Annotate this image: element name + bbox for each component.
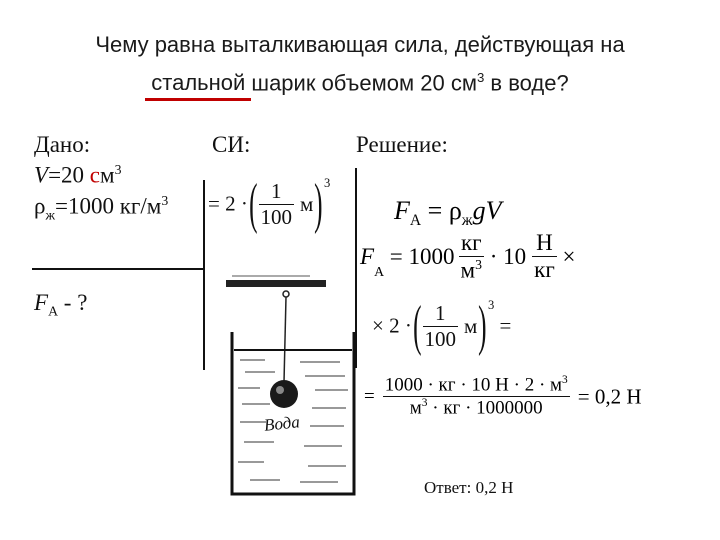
f4-num-sup: 3 — [562, 374, 568, 386]
title-underlined-word — [151, 70, 245, 96]
steel-ball — [270, 380, 298, 408]
volume-unit-red: с — [89, 162, 101, 188]
f2-frac-N-kg — [532, 230, 557, 283]
si-den: 100 — [260, 204, 292, 229]
si-paren-close: ) — [314, 173, 323, 235]
hanging-thread — [284, 297, 286, 382]
title-sup: 3 — [476, 70, 485, 85]
find-rest: - ? — [58, 290, 88, 315]
f3-paren: ( — [412, 295, 422, 357]
si-paren: ( — [248, 173, 258, 235]
given-divider-vertical — [203, 180, 205, 370]
f4-den-sup: 3 — [421, 397, 428, 410]
formula-volume-factor — [372, 295, 512, 357]
f3-den: 100 — [424, 326, 456, 351]
f2-kg2: кг — [534, 257, 555, 283]
f2-frac-kg-m3 — [459, 230, 484, 284]
f3-fraction — [423, 301, 459, 352]
given-volume — [34, 162, 121, 189]
f2-N: Н — [536, 230, 553, 256]
f1-rho-sub: ж — [461, 212, 473, 230]
formula-substitution — [360, 230, 576, 284]
f2-sub: А — [374, 264, 385, 280]
volume-sup: 3 — [114, 162, 122, 177]
f3-eq: = — [494, 313, 512, 338]
volume-unit: м — [100, 162, 115, 188]
given-divider-horizontal — [32, 268, 204, 270]
f2-m3-sup: 3 — [475, 257, 482, 272]
f3-unit: м — [464, 313, 478, 338]
formula-archimedes — [394, 196, 501, 230]
water-label: Вода — [263, 412, 301, 435]
find-sub: А — [48, 303, 59, 319]
title-line-2 — [0, 70, 720, 96]
f4-fraction — [383, 374, 570, 420]
f2-m3: м — [460, 257, 476, 283]
find-force — [34, 290, 87, 320]
si-fraction — [259, 179, 295, 230]
f3-mult: × 2 · — [372, 313, 412, 338]
f4-den-rest: · кг · 1000000 — [427, 397, 543, 419]
f4-den: м — [409, 397, 422, 419]
density-sup: 3 — [161, 193, 169, 208]
f2-eq: = 1000 — [384, 243, 455, 269]
si-unit: м — [300, 191, 314, 216]
density-symbol: ρ — [34, 193, 46, 219]
hook-ring — [283, 291, 289, 297]
density-value: =1000 кг/м — [55, 193, 162, 219]
f3-sup: 3 — [487, 298, 495, 312]
title-end: в воде? — [484, 70, 569, 96]
ball-highlight — [276, 386, 284, 394]
title-rest: шарик объемом 20 см — [245, 70, 477, 96]
support-bar — [226, 280, 326, 287]
f2-kg: кг — [460, 230, 482, 255]
si-header: СИ: — [212, 132, 251, 157]
f4-den-wrap — [383, 396, 570, 419]
f3-num: 1 — [435, 300, 446, 325]
f1-eq: = ρ — [421, 196, 462, 225]
red-underline — [145, 98, 251, 101]
answer: Ответ: 0,2 Н — [424, 478, 514, 497]
si-eq: = 2 · — [208, 191, 248, 216]
f1-F: F — [394, 196, 410, 225]
f4-num-wrap — [383, 374, 570, 396]
title-line-1: Чему равна выталкивающая сила, действующая на — [95, 32, 625, 57]
formula-final — [364, 374, 642, 420]
si-num: 1 — [271, 178, 282, 203]
f1-sub: А — [409, 212, 422, 230]
f2-m3-wrap — [459, 256, 484, 284]
f2-mult: · 10 — [483, 243, 527, 269]
solution-header: Решение: — [356, 132, 448, 157]
f4-num: 1000 · кг · 10 Н · 2 · м — [384, 374, 563, 396]
title-word-steel: стальной — [151, 70, 246, 96]
volume-var: V — [34, 162, 49, 188]
beaker-illustration — [220, 272, 360, 502]
density-sub: ж — [45, 207, 56, 223]
f3-paren-close: ) — [478, 295, 487, 357]
find-var: F — [34, 290, 49, 315]
f2-times: × — [556, 243, 576, 269]
f4-eq: = — [364, 385, 375, 407]
given-header: Дано: — [34, 132, 91, 157]
f4-result: = 0,2 Н — [577, 384, 642, 409]
f1-gV: gV — [472, 196, 502, 225]
si-sup: 3 — [323, 176, 331, 190]
given-density — [34, 193, 168, 223]
f2-F: F — [360, 243, 375, 269]
si-conversion — [208, 173, 331, 235]
volume-value: =20 — [48, 162, 90, 188]
